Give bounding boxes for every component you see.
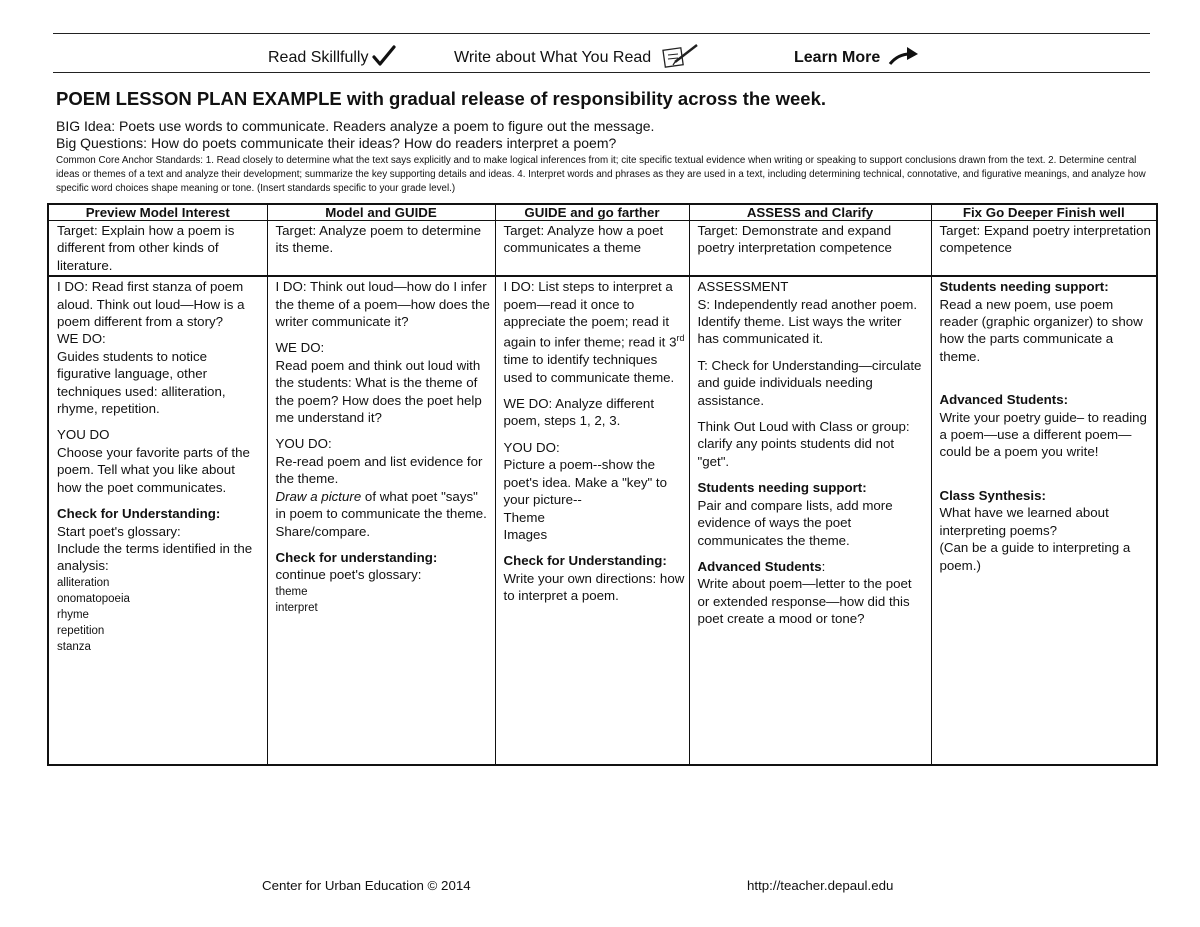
support-text: Pair and compare lists, add more evidence of ways the poet communicates the theme. bbox=[697, 497, 893, 548]
activity-cell-fix-deeper bbox=[931, 276, 1157, 765]
header-model-and-guide: Model and GUIDE bbox=[267, 204, 495, 221]
we-do-label: WE DO: bbox=[57, 331, 106, 347]
check-text: continue poet's glossary: bbox=[275, 567, 422, 583]
target-cell: Target: Analyze how a poet communicates a theme bbox=[495, 221, 689, 277]
read-skillfully-label: Read Skillfully bbox=[268, 49, 369, 66]
i-do-text: I DO: Think out loud—how do I infer the theme of a poem—how does the writer communicate it? bbox=[275, 279, 490, 330]
footer-copyright: Center for Urban Education © 2014 bbox=[262, 878, 471, 893]
header-guide-and-go-farther: GUIDE and go farther bbox=[495, 204, 689, 221]
read-skillfully-link[interactable] bbox=[268, 45, 454, 72]
check-text: Write your own directions: how to interpret a poem. bbox=[503, 570, 685, 604]
big-idea: BIG Idea: Poets use words to communicate. Readers analyze a poem to figure out the message. bbox=[56, 118, 655, 134]
header-row bbox=[48, 204, 1157, 221]
page-title: POEM LESSON PLAN EXAMPLE with gradual release of responsibility across the week. bbox=[56, 88, 827, 109]
you-do-label: YOU DO bbox=[57, 427, 110, 443]
we-do-text: WE DO: Analyze different poem, steps 1, 2, 3. bbox=[503, 396, 655, 429]
glossary-term: stanza bbox=[57, 640, 91, 653]
draw-picture-rest: of what poet "says" in poem to communicate the theme. Share/compare. bbox=[275, 488, 487, 539]
check-label: Check for Understanding: bbox=[503, 553, 667, 569]
synthesis-text: (Can be a guide to interpreting a poem.) bbox=[939, 540, 1131, 573]
header-assess-and-clarify: ASSESS and Clarify bbox=[689, 204, 931, 221]
think-aloud-text: Think Out Loud with Class or group: clarify any points students did not "get". bbox=[697, 419, 910, 469]
advanced-heading bbox=[698, 558, 927, 575]
write-about-link[interactable] bbox=[454, 43, 794, 74]
synthesis-text: What have we learned about interpreting poems? bbox=[939, 505, 1109, 538]
learn-more-label: Learn More bbox=[794, 49, 881, 66]
glossary-term: interpret bbox=[275, 601, 318, 614]
learn-more-link[interactable] bbox=[794, 46, 920, 71]
you-do-text: Picture a poem--show the poet's idea. Make a "key" to your picture-- bbox=[503, 457, 668, 508]
target-cell: Target: Analyze poem to determine its theme. bbox=[267, 221, 495, 277]
you-do-label: YOU DO: bbox=[503, 439, 560, 455]
support-text: Read a new poem, use poem reader (graphic organizer) to show how the parts communicate a theme. bbox=[939, 296, 1143, 364]
we-do-label: WE DO: bbox=[275, 340, 325, 356]
anchor-standards: Common Core Anchor Standards: 1. Read closely to determine what the text says explicitly and to make logical inferences from it; cite specific textual evidence when writing or speaking to support conclusions drawn from the text. 2. Determine central ideas or themes of a text and analyze their development; summarize the key supporting details and ideas. 4. Interpret words and phrases as they are used in a text, including determining technical, connotative, and figurative meanings, and analyze how specific word choices shape meaning or tone. (Insert standards specific to your grade level.) bbox=[56, 155, 1146, 194]
you-do-text: Re-read poem and list evidence for the theme. bbox=[275, 453, 483, 487]
i-do-text-b: time to identify techniques used to communicate theme. bbox=[503, 352, 675, 385]
checkmark-icon bbox=[372, 45, 396, 72]
check-text: Include the terms identified in the analysis: bbox=[57, 540, 253, 574]
check-text: T: Check for Understanding—circulate and guide individuals needing assistance. bbox=[697, 357, 922, 408]
targets-row bbox=[48, 221, 1157, 277]
target-cell: Target: Expand poetry interpretation competence bbox=[931, 221, 1157, 277]
header-preview-model-interest: Preview Model Interest bbox=[48, 204, 267, 221]
glossary-term: repetition bbox=[57, 624, 105, 637]
check-label: Check for understanding: bbox=[275, 549, 438, 565]
ordinal-superscript: rd bbox=[676, 333, 685, 344]
header-nav bbox=[268, 45, 920, 71]
footer-url[interactable]: http://teacher.depaul.edu bbox=[747, 878, 894, 893]
glossary-term: alliteration bbox=[57, 576, 110, 589]
target-cell: Target: Explain how a poem is different from other kinds of literature. bbox=[48, 221, 267, 277]
i-do-text: I DO: Read first stanza of poem aloud. Think out loud—How is a poem different from a story? bbox=[57, 279, 245, 330]
top-rule bbox=[53, 33, 1150, 34]
advanced-colon: : bbox=[821, 558, 826, 574]
notepad-pencil-icon bbox=[661, 43, 701, 74]
glossary-term: onomatopoeia bbox=[57, 592, 130, 605]
header-fix-go-deeper: Fix Go Deeper Finish well bbox=[931, 204, 1157, 221]
draw-picture-text bbox=[276, 488, 491, 540]
activities-row bbox=[48, 276, 1157, 765]
glossary-term: theme bbox=[275, 585, 308, 598]
check-label: Check for Understanding: bbox=[57, 506, 221, 522]
header-divider bbox=[53, 72, 1150, 73]
assessment-text: S: Independently read another poem. Identify theme. List ways the writer has communicated it. bbox=[697, 296, 918, 347]
advanced-text: Write your poetry guide– to reading a poem—use a different poem—could be a poem you write! bbox=[939, 409, 1147, 460]
synthesis-label: Class Synthesis: bbox=[939, 487, 1046, 503]
activity-cell-guide-farther bbox=[495, 276, 689, 765]
we-do-text: Read poem and think out loud with the students: What is the theme of the poem? How does the poet help me understand it? bbox=[275, 357, 482, 426]
arrow-right-icon bbox=[888, 46, 920, 71]
big-questions: Big Questions: How do poets communicate their ideas? How do readers interpret a poem? bbox=[56, 135, 617, 151]
advanced-text: Write about poem—letter to the poet or extended response—how did this poet create a mood or tone? bbox=[697, 576, 912, 627]
glossary-term: rhyme bbox=[57, 608, 89, 621]
i-do-text-a: I DO: List steps to interpret a poem—read it once to appreciate the poem; read it again to infer theme; read it 3 bbox=[503, 279, 677, 350]
activity-cell-assess bbox=[689, 276, 931, 765]
activity-cell-preview bbox=[48, 276, 267, 765]
advanced-label: Advanced Students: bbox=[939, 392, 1069, 408]
draw-picture-emphasis: Draw a picture bbox=[275, 488, 362, 504]
key-item: Theme bbox=[503, 509, 545, 525]
write-about-label: Write about What You Read bbox=[454, 49, 652, 66]
lesson-plan-table bbox=[47, 203, 1158, 766]
key-item: Images bbox=[503, 526, 548, 542]
check-text: Start poet's glossary: bbox=[57, 523, 181, 539]
advanced-label: Advanced Students bbox=[697, 558, 822, 574]
we-do-text: Guides students to notice figurative language, other techniques used: alliteration, rhyme, repetition. bbox=[57, 348, 226, 417]
support-label: Students needing support: bbox=[939, 279, 1109, 295]
target-cell: Target: Demonstrate and expand poetry interpretation competence bbox=[689, 221, 931, 277]
support-label: Students needing support: bbox=[697, 480, 867, 496]
you-do-label: YOU DO: bbox=[275, 436, 332, 452]
you-do-text: Choose your favorite parts of the poem. Tell what you like about how the poet communicates. bbox=[57, 444, 250, 495]
i-do-text bbox=[504, 278, 685, 386]
assessment-label: ASSESSMENT bbox=[697, 279, 789, 295]
activity-cell-model-guide bbox=[267, 276, 495, 765]
